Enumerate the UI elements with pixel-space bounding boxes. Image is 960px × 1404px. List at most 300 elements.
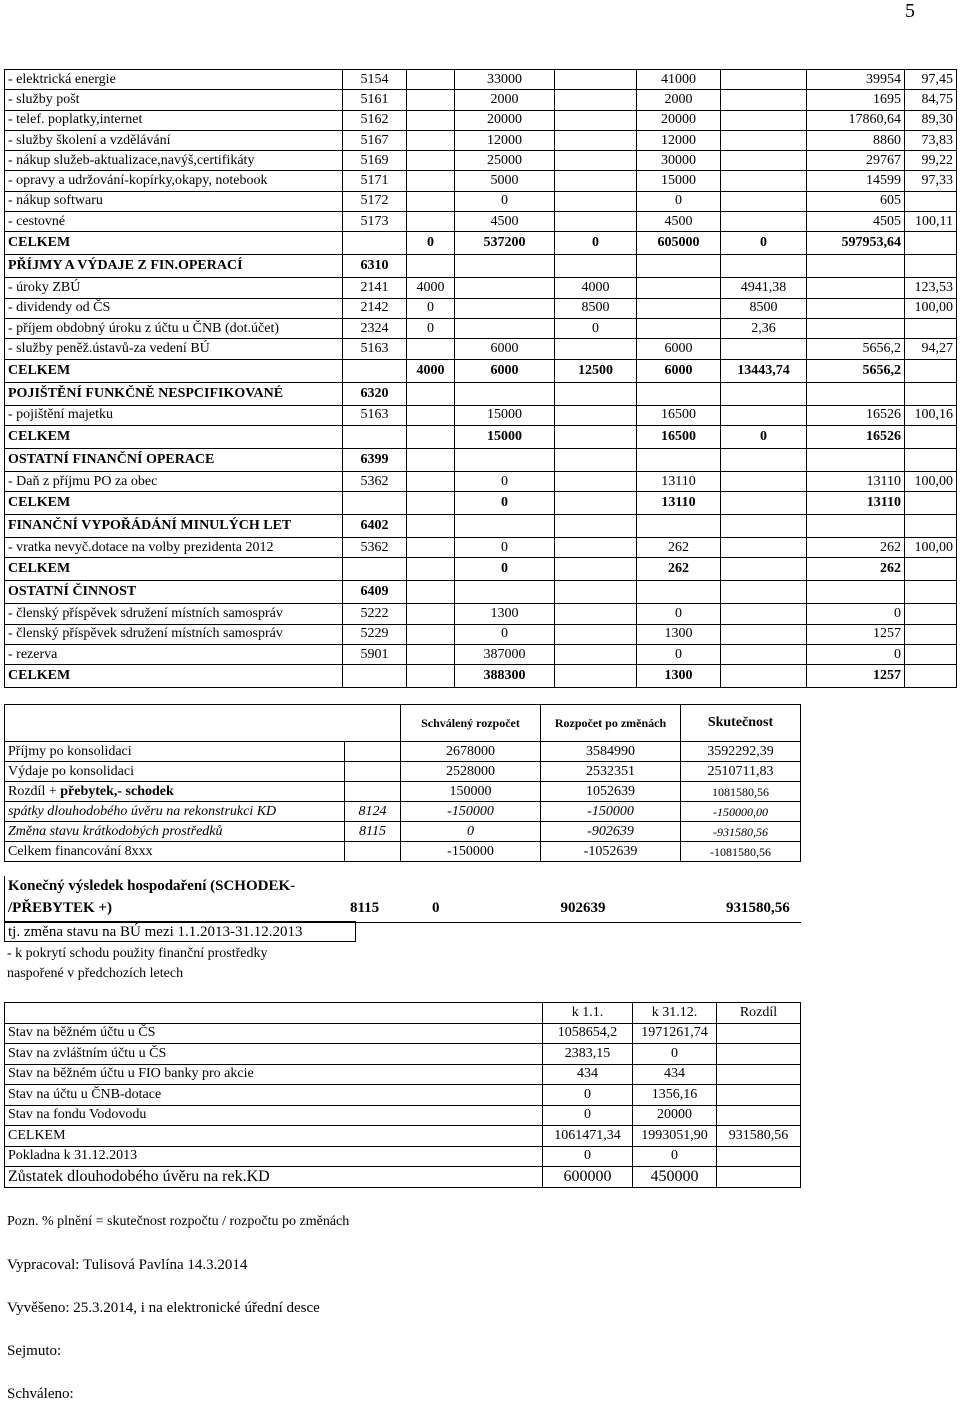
row-value <box>555 538 637 558</box>
row-value: 0 <box>455 624 555 644</box>
row-value <box>343 665 407 688</box>
row-value <box>905 232 957 255</box>
account-value: 1058654,2 <box>543 1023 633 1044</box>
account-value: 1993051,90 <box>633 1126 717 1147</box>
account-value <box>717 1044 801 1065</box>
row-value <box>407 151 455 171</box>
row-value: 0 <box>721 425 807 448</box>
row-value <box>905 448 957 471</box>
row-value <box>905 515 957 538</box>
row-value <box>721 515 807 538</box>
row-value <box>905 492 957 515</box>
header-rozdil: Rozdíl <box>717 1003 801 1024</box>
row-value: 4505 <box>807 212 905 232</box>
row-label: CELKEM <box>5 425 343 448</box>
table-row <box>5 278 957 298</box>
row-value <box>455 255 555 278</box>
row-value: 25000 <box>455 151 555 171</box>
row-value <box>407 604 455 624</box>
row-value <box>905 665 957 688</box>
row-label: - vratka nevyč.dotace na volby prezidenta 2012 <box>5 538 343 558</box>
row-value: 1300 <box>637 624 721 644</box>
row-value: 0 <box>455 492 555 515</box>
row-value: 0 <box>637 191 721 211</box>
row-value <box>407 110 455 130</box>
table-row <box>5 538 957 558</box>
row-value <box>721 171 807 191</box>
row-value: 100,00 <box>905 538 957 558</box>
pozn-note: Pozn. % plnění = skutečnost rozpočtu / rozpočtu po změnách <box>7 1214 350 1229</box>
row-label: OSTATNÍ ČINNOST <box>5 581 343 604</box>
row-value: 5173 <box>343 212 407 232</box>
row-value: 6399 <box>343 448 407 471</box>
table-row <box>5 471 957 491</box>
table-total-row <box>5 359 957 382</box>
summary-code <box>345 762 401 782</box>
table-total-row <box>5 255 957 278</box>
row-value: 41000 <box>637 70 721 90</box>
row-value: 100,00 <box>905 471 957 491</box>
row-value: 5362 <box>343 471 407 491</box>
cover-note-line: - k pokrytí schodu použity finanční prostředky <box>7 946 268 961</box>
row-value: 5362 <box>343 538 407 558</box>
account-value: 0 <box>543 1085 633 1106</box>
row-value <box>637 515 721 538</box>
row-value <box>905 359 957 382</box>
row-value: 1257 <box>807 624 905 644</box>
row-value <box>407 665 455 688</box>
summary-table <box>4 704 801 862</box>
row-value: 5163 <box>343 339 407 359</box>
summary-row <box>5 802 801 822</box>
row-value <box>905 581 957 604</box>
row-value: 2324 <box>343 318 407 338</box>
sejmuto: Sejmuto: <box>7 1343 62 1359</box>
table-total-row <box>5 665 957 688</box>
row-value: 8860 <box>807 130 905 150</box>
account-row <box>5 1085 801 1106</box>
summary-b: -150000 <box>541 802 681 822</box>
row-value <box>721 90 807 110</box>
row-value <box>721 471 807 491</box>
row-value <box>407 558 455 581</box>
account-label: Stav na fondu Vodovodu <box>5 1105 543 1126</box>
row-value: 0 <box>637 604 721 624</box>
row-value: 15000 <box>455 425 555 448</box>
row-value <box>637 278 721 298</box>
row-value: 0 <box>455 471 555 491</box>
row-value <box>721 110 807 130</box>
row-label: - pojištění majetku <box>5 405 343 425</box>
row-value: 262 <box>637 558 721 581</box>
row-value <box>407 471 455 491</box>
summary-row <box>5 762 801 782</box>
row-label: - úroky ZBÚ <box>5 278 343 298</box>
row-value: 13443,74 <box>721 359 807 382</box>
row-value <box>807 298 905 318</box>
row-value: 94,27 <box>905 339 957 359</box>
row-value <box>721 339 807 359</box>
table-row <box>5 318 957 338</box>
row-value: 5000 <box>455 171 555 191</box>
row-value: 29767 <box>807 151 905 171</box>
account-label: Stav na běžném účtu u ČS <box>5 1023 543 1044</box>
header-k3112: k 31.12. <box>633 1003 717 1024</box>
row-value: 13110 <box>637 471 721 491</box>
row-value: 12500 <box>555 359 637 382</box>
account-row <box>5 1126 801 1147</box>
row-label: CELKEM <box>5 232 343 255</box>
summary-row <box>5 782 801 802</box>
row-label: - telef. poplatky,internet <box>5 110 343 130</box>
table-row <box>5 130 957 150</box>
row-value <box>407 130 455 150</box>
row-value: 89,30 <box>905 110 957 130</box>
row-value: 2000 <box>637 90 721 110</box>
row-value <box>555 581 637 604</box>
row-value: 16500 <box>637 405 721 425</box>
summary-a: 2678000 <box>401 742 541 762</box>
row-value <box>407 191 455 211</box>
result-c: 931580,56 <box>726 900 790 916</box>
row-value: 84,75 <box>905 90 957 110</box>
row-value: 0 <box>637 645 721 665</box>
table-row <box>5 70 957 90</box>
account-value: 2383,15 <box>543 1044 633 1065</box>
row-value <box>807 581 905 604</box>
row-value <box>407 382 455 405</box>
row-value: 1300 <box>637 665 721 688</box>
table-row <box>5 298 957 318</box>
row-value: 0 <box>807 645 905 665</box>
row-value: 1257 <box>807 665 905 688</box>
row-value <box>407 212 455 232</box>
summary-row <box>5 842 801 862</box>
row-value: 15000 <box>637 171 721 191</box>
row-value: 6000 <box>637 339 721 359</box>
summary-label-bold: přebytek,- schodek <box>60 783 174 799</box>
table-total-row <box>5 492 957 515</box>
result-a: 0 <box>432 900 440 916</box>
row-value <box>343 558 407 581</box>
row-value <box>905 318 957 338</box>
summary-c: -1081580,56 <box>681 842 801 862</box>
row-value: 0 <box>455 538 555 558</box>
row-value <box>721 255 807 278</box>
row-value: 100,16 <box>905 405 957 425</box>
account-value <box>717 1064 801 1085</box>
row-value <box>455 278 555 298</box>
row-value: 0 <box>807 604 905 624</box>
account-label: Stav na zvláštním účtu u ČS <box>5 1044 543 1065</box>
account-label: Pokladna k 31.12.2013 <box>5 1146 543 1167</box>
row-value: 5162 <box>343 110 407 130</box>
header-skutecnost: Skutečnost <box>681 705 801 742</box>
row-label: POJIŠTĚNÍ FUNKČNĚ NESPCIFIKOVANÉ <box>5 382 343 405</box>
row-value: 4500 <box>455 212 555 232</box>
summary-label-part: Rozdíl + <box>8 783 61 799</box>
row-value: 99,22 <box>905 151 957 171</box>
row-value: 39954 <box>807 70 905 90</box>
row-label: - cestovné <box>5 212 343 232</box>
row-value <box>721 665 807 688</box>
row-value: 4000 <box>407 278 455 298</box>
summary-code <box>345 842 401 862</box>
result-code: 8115 <box>350 900 380 916</box>
account-value: 0 <box>633 1146 717 1167</box>
summary-c: -931580,56 <box>681 822 801 842</box>
row-value <box>721 191 807 211</box>
account-label: Stav na účtu u ČNB-dotace <box>5 1085 543 1106</box>
account-value: 20000 <box>633 1105 717 1126</box>
row-label: CELKEM <box>5 492 343 515</box>
account-value: 931580,56 <box>717 1126 801 1147</box>
row-value: 5169 <box>343 151 407 171</box>
row-value <box>555 624 637 644</box>
row-value: 262 <box>807 538 905 558</box>
row-value: 0 <box>555 232 637 255</box>
row-value: 16526 <box>807 405 905 425</box>
row-value <box>407 448 455 471</box>
account-row <box>5 1105 801 1126</box>
row-value <box>343 232 407 255</box>
row-value: 6000 <box>637 359 721 382</box>
summary-b: 2532351 <box>541 762 681 782</box>
row-value <box>721 151 807 171</box>
header-po-zmenach: Rozpočet po změnách <box>541 705 681 742</box>
summary-a: 150000 <box>401 782 541 802</box>
row-value: 8500 <box>555 298 637 318</box>
row-value <box>905 255 957 278</box>
summary-label <box>5 782 345 802</box>
row-value <box>905 604 957 624</box>
account-value <box>717 1023 801 1044</box>
row-value: 0 <box>455 558 555 581</box>
row-value <box>721 624 807 644</box>
table-row <box>5 191 957 211</box>
row-value <box>637 382 721 405</box>
schvaleno: Schváleno: <box>7 1386 74 1402</box>
row-value: 13110 <box>637 492 721 515</box>
summary-code: 8124 <box>345 802 401 822</box>
row-value <box>407 425 455 448</box>
table-row <box>5 339 957 359</box>
row-value <box>807 318 905 338</box>
row-value <box>555 665 637 688</box>
header-k11: k 1.1. <box>543 1003 633 1024</box>
row-value: 0 <box>721 232 807 255</box>
row-value <box>555 425 637 448</box>
row-value <box>721 405 807 425</box>
account-value: 450000 <box>633 1167 717 1188</box>
account-value: 0 <box>543 1146 633 1167</box>
account-row <box>5 1023 801 1044</box>
row-value: 30000 <box>637 151 721 171</box>
row-label: - služby pošt <box>5 90 343 110</box>
summary-label: spátky dlouhodobého úvěru na rekonstrukci KD <box>5 802 345 822</box>
summary-c: 1081580,56 <box>681 782 801 802</box>
row-value: 97,45 <box>905 70 957 90</box>
table-row <box>5 212 957 232</box>
row-value: 2142 <box>343 298 407 318</box>
row-value <box>555 645 637 665</box>
summary-b: 1052639 <box>541 782 681 802</box>
row-value <box>807 278 905 298</box>
row-value: 13110 <box>807 471 905 491</box>
vyveseno: Vyvěšeno: 25.3.2014, i na elektronické úřední desce <box>7 1300 320 1316</box>
cover-note-line: naspořené v předchozích letech <box>7 966 184 981</box>
row-value: 0 <box>407 298 455 318</box>
row-value <box>637 318 721 338</box>
row-value: 4000 <box>555 278 637 298</box>
summary-label: Výdaje po konsolidaci <box>5 762 345 782</box>
row-value <box>555 110 637 130</box>
summary-code: 8115 <box>345 822 401 842</box>
row-value: 5163 <box>343 405 407 425</box>
summary-label: Změna stavu krátkodobých prostředků <box>5 822 345 842</box>
summary-c: 3592292,39 <box>681 742 801 762</box>
row-value <box>905 425 957 448</box>
row-value <box>343 359 407 382</box>
account-value: 1356,16 <box>633 1085 717 1106</box>
account-value: 1971261,74 <box>633 1023 717 1044</box>
account-value <box>717 1085 801 1106</box>
table-total-row <box>5 425 957 448</box>
table-row <box>5 90 957 110</box>
row-value <box>555 90 637 110</box>
summary-code <box>345 742 401 762</box>
account-value: 434 <box>633 1064 717 1085</box>
result-label-line1: Konečný výsledek hospodaření (SCHODEK- <box>8 878 296 894</box>
row-value: 5656,2 <box>807 339 905 359</box>
row-value <box>905 382 957 405</box>
account-label: CELKEM <box>5 1126 543 1147</box>
row-value <box>721 382 807 405</box>
summary-label: Příjmy po konsolidaci <box>5 742 345 762</box>
row-value: 6310 <box>343 255 407 278</box>
account-row <box>5 1167 801 1188</box>
table-row <box>5 405 957 425</box>
row-value: 5901 <box>343 645 407 665</box>
row-value <box>555 558 637 581</box>
summary-c: 2510711,83 <box>681 762 801 782</box>
row-value <box>455 382 555 405</box>
row-value: 6409 <box>343 581 407 604</box>
account-row <box>5 1044 801 1065</box>
table-total-row <box>5 515 957 538</box>
row-label: - elektrická energie <box>5 70 343 90</box>
cover-note <box>7 944 268 984</box>
row-value: 17860,64 <box>807 110 905 130</box>
table-total-row <box>5 448 957 471</box>
row-label: FINANČNÍ VYPOŘÁDÁNÍ MINULÝCH LET <box>5 515 343 538</box>
row-value <box>555 191 637 211</box>
row-value <box>555 70 637 90</box>
row-label: - nákup softwaru <box>5 191 343 211</box>
summary-a: 0 <box>401 822 541 842</box>
row-value <box>721 130 807 150</box>
budget-detail-table <box>4 69 957 688</box>
row-value: 2000 <box>455 90 555 110</box>
result-label-line2: /PŘEBYTEK +) <box>8 900 112 916</box>
row-value <box>407 339 455 359</box>
summary-b: -1052639 <box>541 842 681 862</box>
row-value <box>407 90 455 110</box>
change-label: tj. změna stavu na BÚ mezi 1.1.2013-31.12.2013 <box>4 921 356 942</box>
row-value: 13110 <box>807 492 905 515</box>
row-value <box>455 318 555 338</box>
row-value: 4500 <box>637 212 721 232</box>
row-value <box>721 492 807 515</box>
row-value: 100,11 <box>905 212 957 232</box>
row-value: 14599 <box>807 171 905 191</box>
vypracoval: Vypracoval: Tulisová Pavlína 14.3.2014 <box>7 1257 248 1273</box>
row-label: CELKEM <box>5 558 343 581</box>
row-value: 12000 <box>455 130 555 150</box>
row-value: 0 <box>407 318 455 338</box>
row-value: 4000 <box>407 359 455 382</box>
row-value: 537200 <box>455 232 555 255</box>
row-value: 12000 <box>637 130 721 150</box>
row-label: - dividendy od ČS <box>5 298 343 318</box>
row-label: - opravy a udržování-kopírky,okapy, notebook <box>5 171 343 191</box>
summary-a: 2528000 <box>401 762 541 782</box>
row-value <box>555 604 637 624</box>
row-value <box>407 492 455 515</box>
row-value <box>555 339 637 359</box>
row-label: - členský příspěvek sdružení místních samospráv <box>5 624 343 644</box>
account-label: Zůstatek dlouhodobého úvěru na rek.KD <box>5 1167 543 1188</box>
row-value: 0 <box>555 318 637 338</box>
row-value: 5222 <box>343 604 407 624</box>
account-row <box>5 1146 801 1167</box>
row-value: 2,36 <box>721 318 807 338</box>
row-value: 16526 <box>807 425 905 448</box>
row-value: 20000 <box>455 110 555 130</box>
row-label: OSTATNÍ FINANČNÍ OPERACE <box>5 448 343 471</box>
row-value <box>807 515 905 538</box>
row-label: - příjem obdobný úroku z účtu u ČNB (dot.účet) <box>5 318 343 338</box>
account-value <box>717 1146 801 1167</box>
row-value <box>455 515 555 538</box>
summary-c: -150000,00 <box>681 802 801 822</box>
row-value <box>637 255 721 278</box>
table-total-row <box>5 382 957 405</box>
row-value: 1300 <box>455 604 555 624</box>
row-value: 5161 <box>343 90 407 110</box>
row-value <box>555 448 637 471</box>
table-total-row <box>5 558 957 581</box>
row-value <box>455 581 555 604</box>
row-value <box>407 255 455 278</box>
row-value <box>555 382 637 405</box>
table-row <box>5 171 957 191</box>
account-value: 1061471,34 <box>543 1126 633 1147</box>
summary-a: -150000 <box>401 802 541 822</box>
row-value: 33000 <box>455 70 555 90</box>
row-label: - rezerva <box>5 645 343 665</box>
row-label: - Daň z příjmu PO za obec <box>5 471 343 491</box>
row-value <box>407 171 455 191</box>
row-value: 5154 <box>343 70 407 90</box>
row-label: CELKEM <box>5 359 343 382</box>
account-value <box>717 1167 801 1188</box>
account-value: 0 <box>543 1105 633 1126</box>
row-value <box>555 130 637 150</box>
table-row <box>5 110 957 130</box>
row-label: - služby školení a vzdělávání <box>5 130 343 150</box>
row-value <box>721 212 807 232</box>
